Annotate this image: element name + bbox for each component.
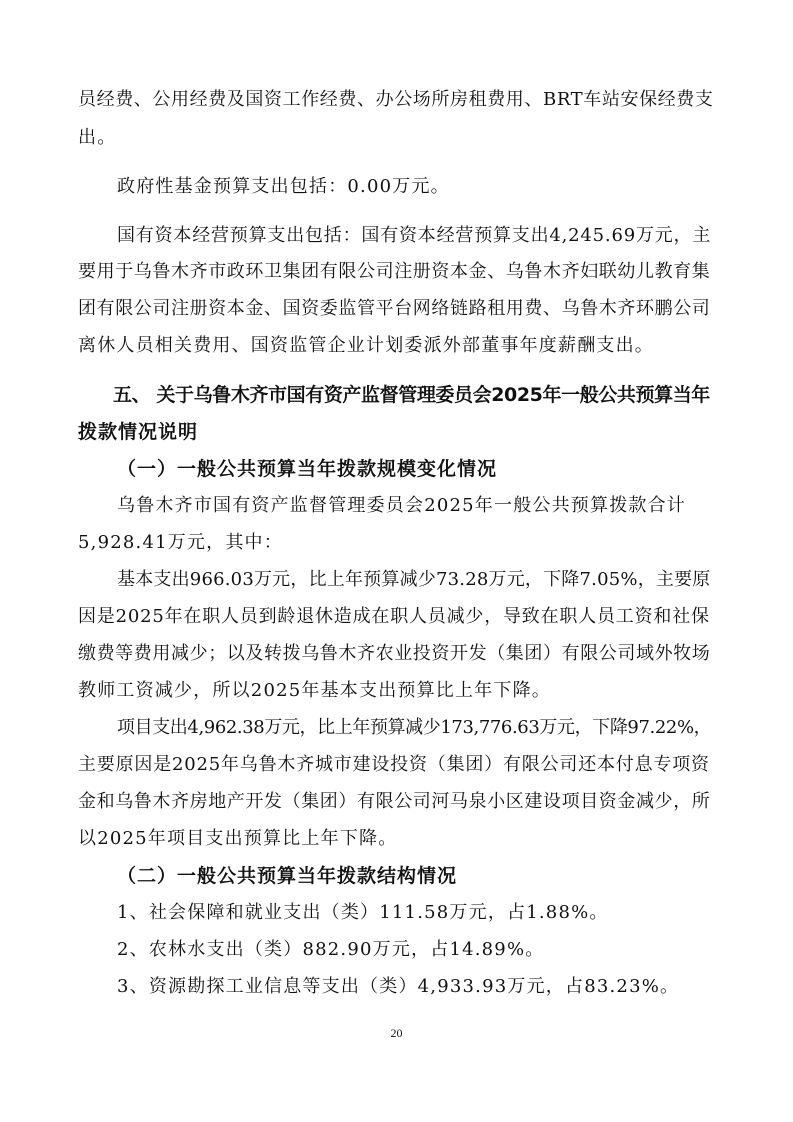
body-text-line: 2、农林水支出（类）882.90万元，占14.89%。 [117,939,545,960]
body-text-line: 缴费等费用减少；以及转拨乌鲁木齐农业投资开发（集团）有限公司域外牧场 [78,643,711,664]
body-text-line: 离休人员相关费用、国资监管企业计划委派外部董事年度薪酬支出。 [78,335,654,356]
body-text-line: 乌鲁木齐市国有资产监督管理委员会2025年一般公共预算拨款合计 [117,495,687,516]
page-number: 20 [390,1026,403,1040]
body-text-line: 政府性基金预算支出包括：0.00万元。 [117,176,450,197]
body-text-line: 出。 [78,127,117,148]
body-text-line: 3、资源勘探工业信息等支出（类）4,933.93万元，占83.23%。 [117,976,680,997]
body-text-line: 员经费、公用经费及国资工作经费、办公场所房租费用、BRT车站安保经费支 [78,89,714,110]
body-text-line: 因是2025年在职人员到龄退休造成在职人员减少，导致在职人员工资和社保 [78,606,710,627]
section-heading: 五、 关于乌鲁木齐市国有资产监督管理委员会2025年一般公共预算当年 [113,384,710,406]
body-text-line: 国有资本经营预算支出包括：国有资本经营预算支出4,245.69万元，主 [117,225,712,246]
body-text-line: 团有限公司注册资本金、国资委监管平台网络链路租用费、乌鲁木齐环鹏公司 [78,298,711,319]
body-text-line: 项目支出4,962.38万元，比上年预算减少173,776.63万元，下降97.22%， [117,717,712,738]
body-text-line: 金和乌鲁木齐房地产开发（集团）有限公司河马泉小区建设项目资金减少，所 [78,791,711,812]
subsection-heading: （一）一般公共预算当年拨款规模变化情况 [117,458,498,480]
body-text-line: 5,928.41万元，其中： [78,532,283,553]
body-text-line: 以2025年项目支出预算比上年下降。 [78,828,398,849]
body-text-line: 基本支出966.03万元，比上年预算减少73.28万元，下降7.05%，主要原 [117,569,711,590]
body-text-line: 主要原因是2025年乌鲁木齐城市建设投资（集团）有限公司还本付息专项资 [78,754,710,775]
section-heading-continued: 拨款情况说明 [78,421,199,443]
body-text-line: 1、社会保障和就业支出（类）111.58万元，占1.88%。 [117,902,609,923]
body-text-line: 教师工资减少，所以2025年基本支出预算比上年下降。 [78,680,552,701]
body-text-line: 要用于乌鲁木齐市政环卫集团有限公司注册资本金、乌鲁木齐妇联幼儿教育集 [78,261,711,282]
subsection-heading: （二）一般公共预算当年拨款结构情况 [117,865,458,887]
